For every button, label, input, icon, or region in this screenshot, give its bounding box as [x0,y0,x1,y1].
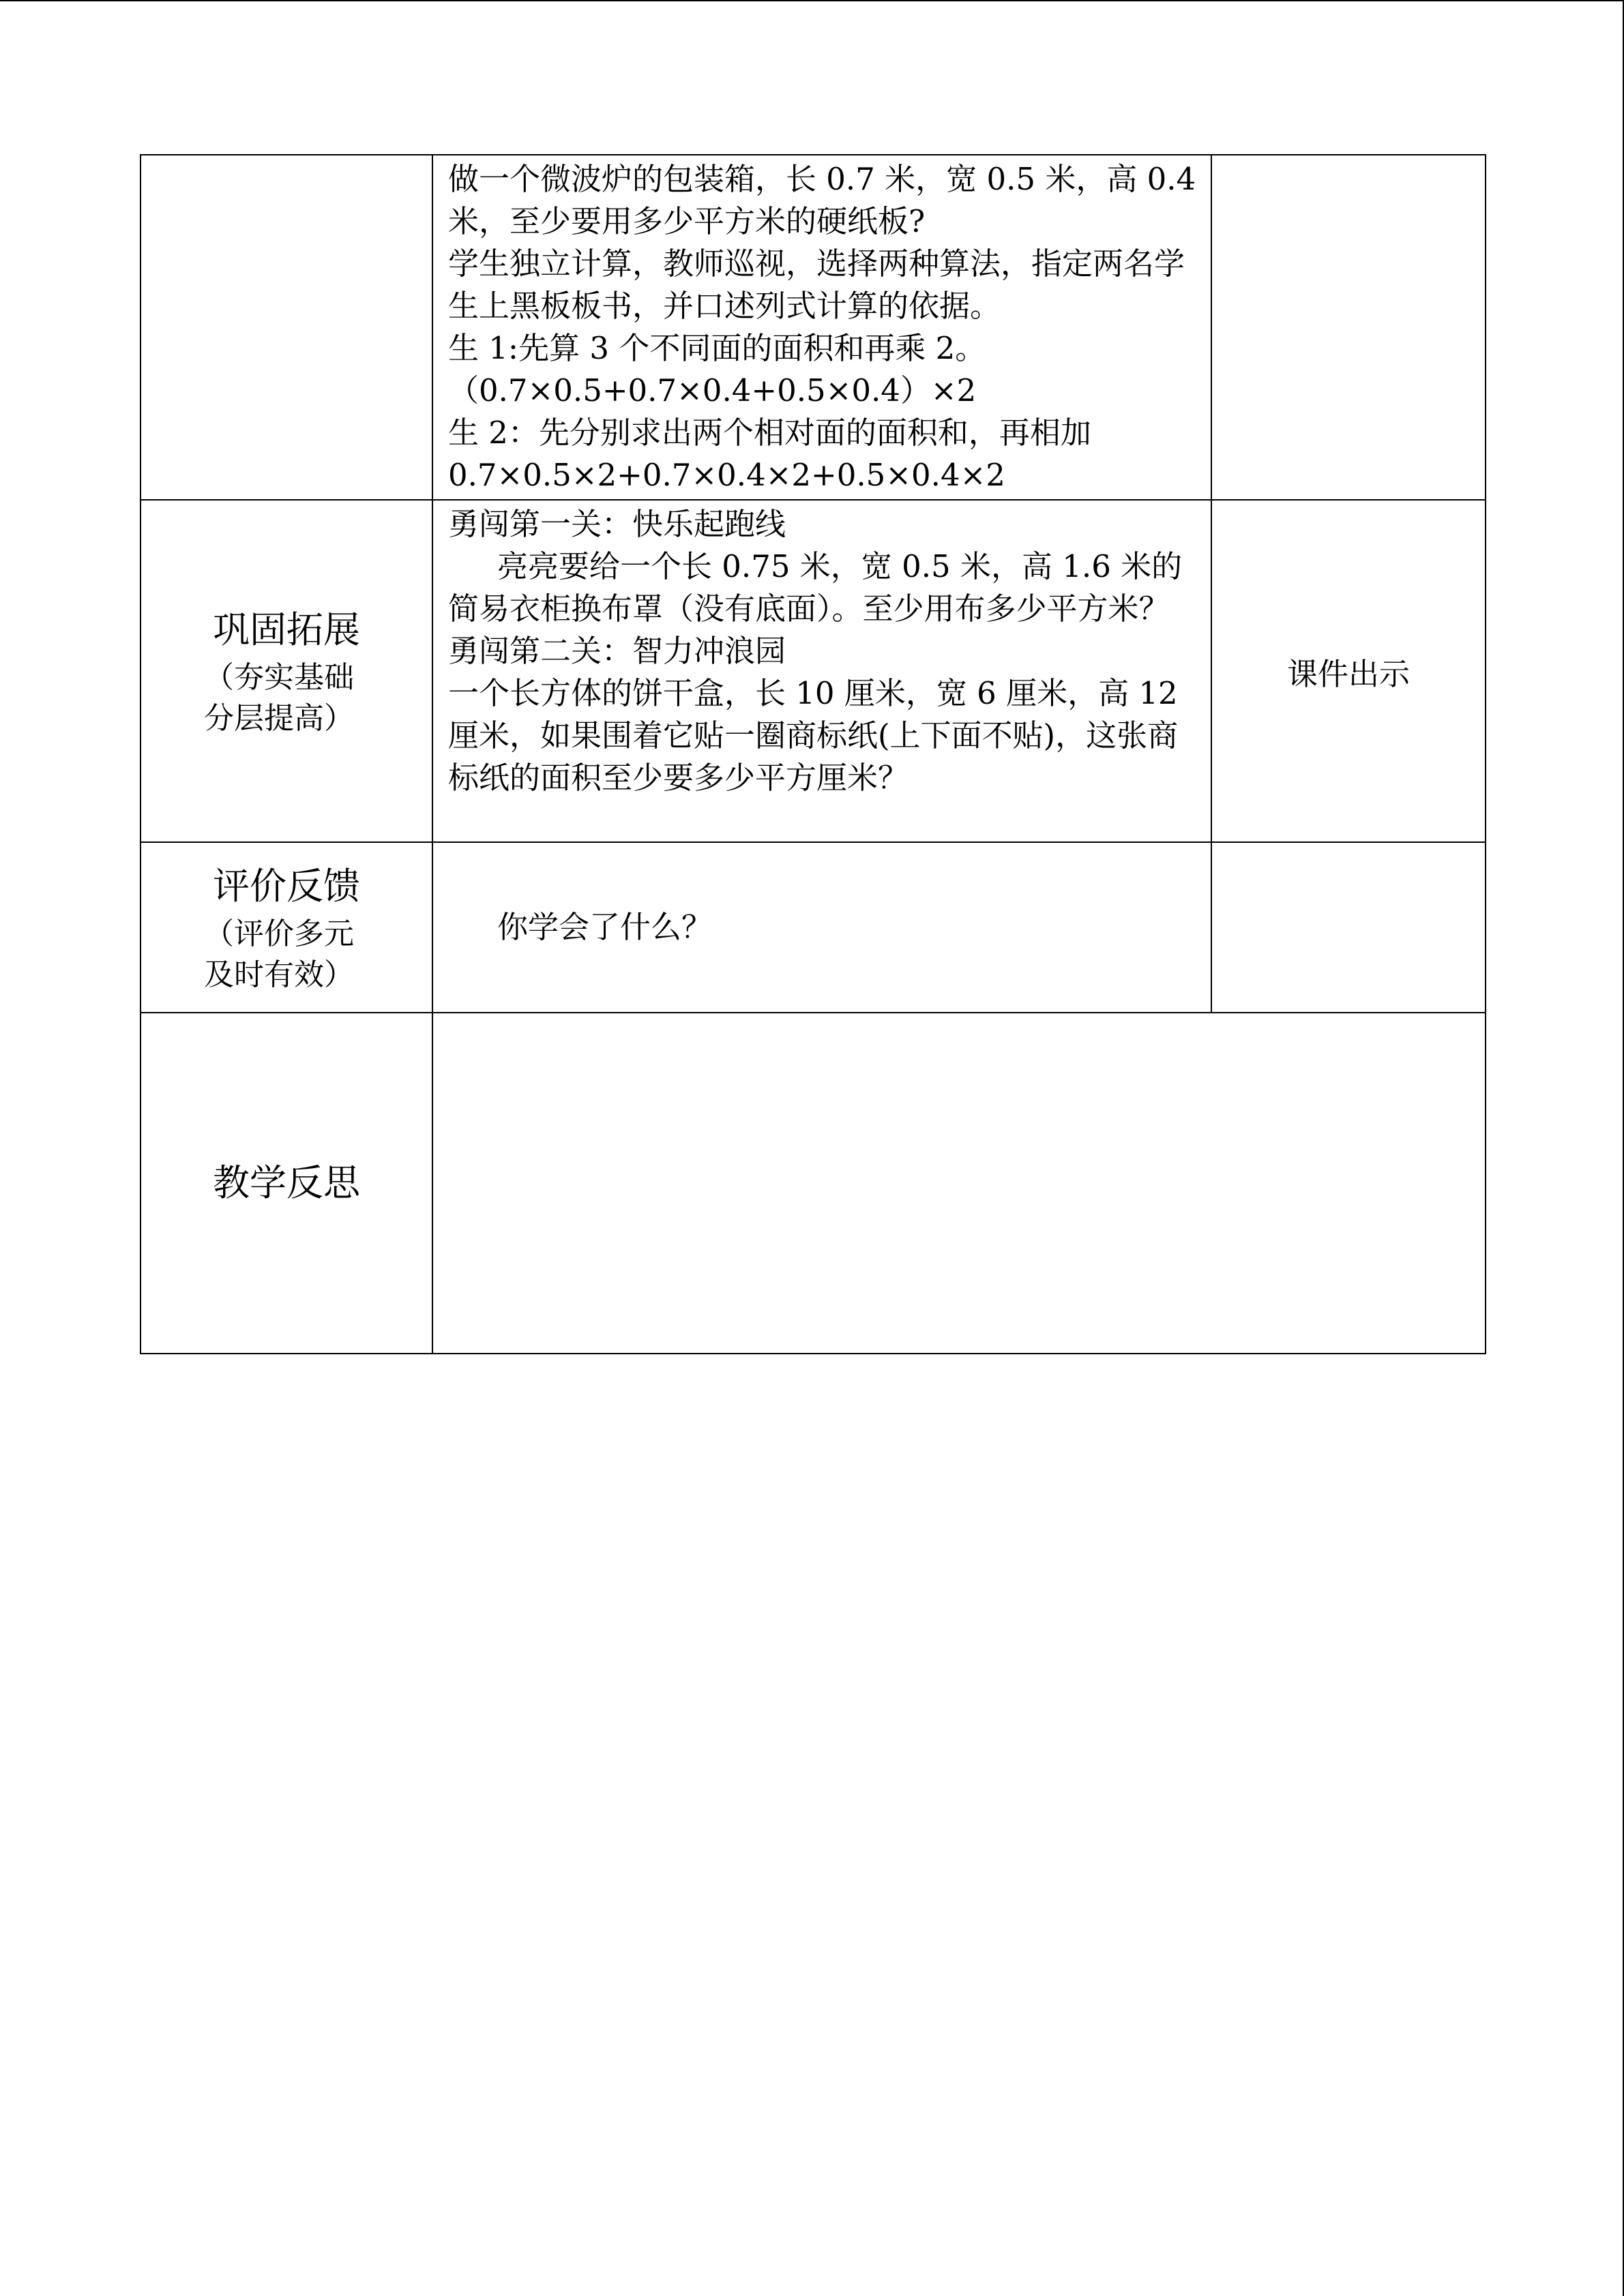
level-2-title: 勇闯第二关：智力冲浪园 [448,633,786,669]
reflection-cell [432,1013,1486,1354]
stage-sublabel: （夯实基础 [204,660,354,695]
problem-text: 做一个微波炉的包装箱，长 0.7 米，宽 0.5 米，高 0.4 米，至少要用多少平方米的硬纸板? [448,161,1196,239]
stage-sublabel: 分层提高） [204,701,354,736]
stage-label-cell [141,842,432,1013]
stage-label: 教学反思 [213,1161,360,1204]
resource-cell [1211,842,1486,1013]
student-1-method: 生 1:先算 3 个不同面的面积和再乘 2。 [448,330,986,366]
table-row [141,155,1486,500]
level-1-problem: 亮亮要给一个长 0.75 米，宽 0.5 米，高 1.6 米的简易衣柜换布罩（没有底面）。至少用布多少平方米？ [448,548,1183,627]
activity-content-cell [432,500,1211,842]
stage-sublabel: （评价多元 [204,916,354,951]
resource-cell [1211,500,1486,842]
stage-sublabel: 及时有效） [204,957,354,992]
level-1-title: 勇闯第一关：快乐起跑线 [448,506,786,542]
lesson-plan-table [140,154,1486,1354]
student-1-formula: （0.7×0.5+0.7×0.4+0.5×0.4）×2 [448,372,977,408]
resource-text: 课件出示 [1286,655,1410,692]
resource-cell [1211,155,1486,500]
stage-label-cell [141,1013,432,1354]
stage-label: 评价反馈 [213,865,360,908]
stage-label: 巩固拓展 [213,608,360,651]
activity-content-cell [432,155,1211,500]
level-2-problem: 一个长方体的饼干盒，长 10 厘米，宽 6 厘米，高 12 厘米，如果围着它贴一圈商标纸(上下面不贴)，这张商标纸的面积至少要多少平方厘米？ [448,675,1179,796]
stage-label-cell [141,500,432,842]
page-border-top [0,0,1624,1]
activity-content-cell [432,842,1211,1013]
feedback-question: 你学会了什么？ [497,909,713,945]
instruction-text: 学生独立计算，教师巡视，选择两种算法，指定两名学生上黑板板书，并口述列式计算的依据。 [448,245,1185,324]
table-row [141,1013,1486,1354]
student-2-formula: 0.7×0.5×2+0.7×0.4×2+0.5×0.4×2 [448,457,1005,493]
stage-label-cell [141,155,432,500]
table-row [141,842,1486,1013]
student-2-method: 生 2：先分别求出两个相对面的面积和，再相加 [448,415,1091,451]
table-row [141,500,1486,842]
